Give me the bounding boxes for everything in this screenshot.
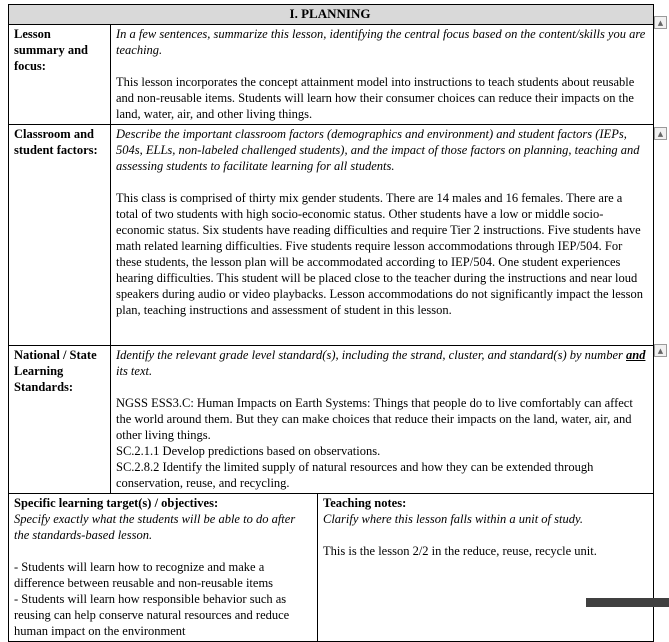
standards-sc211-text: SC.2.1.1 Develop predictions based on observations. <box>116 444 381 458</box>
scroll-up-icon[interactable]: ▲ <box>654 16 667 29</box>
standards-prompt-emphasis: and <box>626 348 646 362</box>
classroom-factors-label: Classroom and student factors: <box>9 125 111 346</box>
spacer <box>116 174 646 190</box>
objective-item: - Students will learn how to recognize and make a difference between reusable and non-reusable items <box>14 560 274 590</box>
planning-table <box>8 4 654 642</box>
teaching-notes-prompt: Clarify where this lesson falls within a unit of study. <box>323 512 583 526</box>
teaching-notes-label: Teaching notes: <box>323 496 407 510</box>
section-header: I. PLANNING <box>9 5 654 25</box>
partial-next-section-bar <box>586 598 669 607</box>
standards-prompt <box>116 347 646 379</box>
teaching-notes-cell[interactable] <box>318 494 654 642</box>
objectives-cell[interactable] <box>9 494 318 642</box>
objectives-label: Specific learning target(s) / objectives: <box>14 496 219 510</box>
standards-ngss-text: NGSS ESS3.C: Human Impacts on Earth Systems: Things that people do to live comfortably can affect the world around them. But they can make choices that reduce their impacts on the land, water, air, and other living things. <box>116 396 633 442</box>
lesson-summary-cell[interactable] <box>111 25 654 125</box>
lesson-summary-prompt: In a few sentences, summarize this lesson, identifying the central focus based on the content/skills you are teaching. <box>116 27 646 57</box>
classroom-factors-cell[interactable] <box>111 125 654 346</box>
standards-prompt-part2: its text. <box>116 364 153 378</box>
standards-label: National / State Learning Standards: <box>9 346 111 494</box>
standards-cell[interactable] <box>111 346 654 494</box>
spacer <box>323 527 646 543</box>
standards-sc282-text: SC.2.8.2 Identify the limited supply of natural resources and how they can be extended through conservation, reuse, and recycling. <box>116 460 594 490</box>
standards-prompt-part1: Identify the relevant grade level standard(s), including the strand, cluster, and standard(s) by number <box>116 348 626 362</box>
lesson-summary-label: Lesson summary and focus: <box>9 25 111 125</box>
objective-item: - Students will learn how responsible behavior such as reusing can help conserve natural resources and reduce human impact on the environment <box>14 592 290 638</box>
scroll-up-icon[interactable]: ▲ <box>654 344 667 357</box>
classroom-factors-prompt: Describe the important classroom factors (demographics and environment) and student factors (IEPs, 504s, ELLs, non-labeled challenged students), and the impact of those factors on planning, teaching and assessing students to facilitate learning for all students. <box>116 127 640 173</box>
spacer <box>116 379 646 395</box>
scroll-up-icon[interactable]: ▲ <box>654 127 667 140</box>
teaching-notes-text: This is the lesson 2/2 in the reduce, reuse, recycle unit. <box>323 544 597 558</box>
lesson-summary-text: This lesson incorporates the concept attainment model into instructions to teach students about reusable and non-reusable items. Students will learn how their consumer choices can reduce their impacts on the land, water, air, and other living things. <box>116 75 635 121</box>
spacer <box>116 58 646 74</box>
classroom-factors-text: This class is comprised of thirty mix gender students. There are 14 males and 16 females. There are a total of two students with high socio-economic status. Other students have a low or middle socio-economic status. Six students have reading difficulties and require Tier 2 instructions. Five students have math related learning difficulties. Five students require lesson accommodations through IEP/504. For these students, the lesson plan will be accommodated according to IEP/504. One student experiences hearing difficulties. This student will be placed close to the teacher during the instructions and near loud speakers during audio or video playbacks. Lesson accommodations do not significantly impact the lesson plan, teaching instructions and assessment of student in this lesson. <box>116 191 643 317</box>
objectives-prompt: Specify exactly what the students will be able to do after the standards-based lesson. <box>14 512 296 542</box>
spacer <box>14 543 310 559</box>
